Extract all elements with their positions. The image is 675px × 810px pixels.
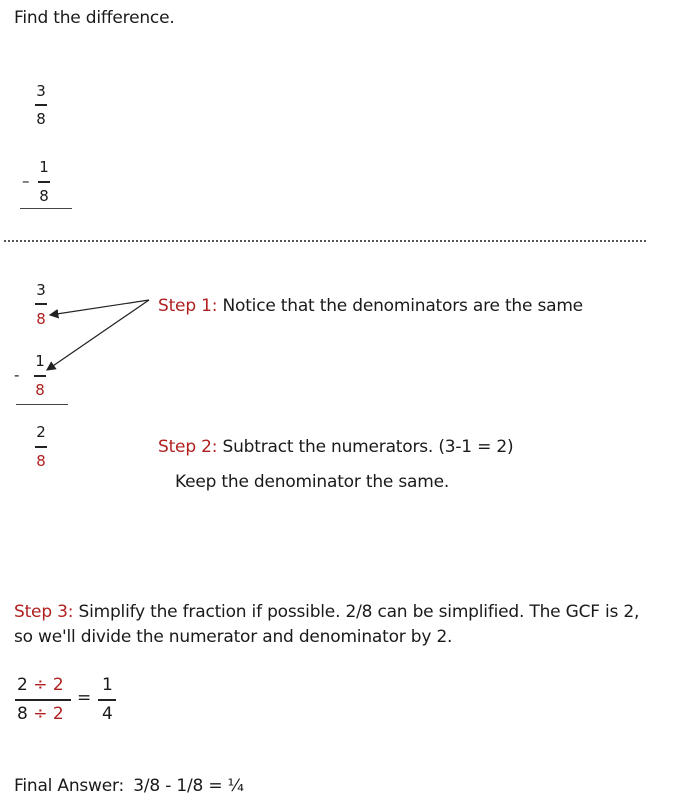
solution-bottom-numerator: 1 xyxy=(35,352,45,370)
step1-label: Step 1: xyxy=(158,296,218,316)
step1-line xyxy=(158,296,583,316)
simplify-result-numerator: 1 xyxy=(102,675,113,695)
arrow-to-top-denominator xyxy=(50,300,149,315)
simplify-result-bar xyxy=(98,699,116,701)
simplify-den-op: ÷ 2 xyxy=(33,704,64,724)
problem-bottom-numerator: 1 xyxy=(39,158,49,176)
problem-top-numerator: 3 xyxy=(36,82,46,100)
solution-bottom-denominator: 8 xyxy=(35,381,45,399)
simplify-equals: = xyxy=(77,688,92,708)
problem-bottom-denominator: 8 xyxy=(39,187,49,205)
solution-top-numerator: 3 xyxy=(36,281,46,299)
step2-line2: Keep the denominator the same. xyxy=(175,472,450,492)
step1-text: Notice that the denominators are the same xyxy=(222,296,583,316)
solution-minus-sign: - xyxy=(14,366,20,384)
result-numerator: 2 xyxy=(36,423,46,441)
solution-top-denominator: 8 xyxy=(36,310,46,328)
simplify-numerator xyxy=(17,675,64,695)
simplify-result-denominator: 4 xyxy=(102,704,113,724)
simplify-num-op: ÷ 2 xyxy=(33,675,64,695)
simplify-num-left: 2 xyxy=(17,675,28,695)
result-denominator: 8 xyxy=(36,452,46,470)
arrow-to-bottom-denominator xyxy=(47,300,149,370)
step2-label: Step 2: xyxy=(158,437,218,457)
simplify-den-left: 8 xyxy=(17,704,28,724)
simplify-fraction-bar xyxy=(15,699,71,701)
step3-label: Step 3: xyxy=(14,602,74,622)
step2-text: Subtract the numerators. (3-1 = 2) xyxy=(222,437,514,457)
problem-minus-sign: – xyxy=(22,172,30,190)
final-answer xyxy=(14,776,244,796)
step3-line xyxy=(14,602,639,622)
final-answer-label: Final Answer: xyxy=(14,776,125,796)
final-answer-text: 3/8 - 1/8 = ¼ xyxy=(133,776,244,796)
simplify-denominator xyxy=(17,704,64,724)
step3-line2: so we'll divide the numerator and denominator by 2. xyxy=(14,627,453,647)
prompt-text: Find the difference. xyxy=(14,8,175,28)
step3-text: Simplify the fraction if possible. 2/8 can be simplified. The GCF is 2, xyxy=(78,602,640,622)
step2-line xyxy=(158,437,513,457)
problem-top-denominator: 8 xyxy=(36,110,46,128)
